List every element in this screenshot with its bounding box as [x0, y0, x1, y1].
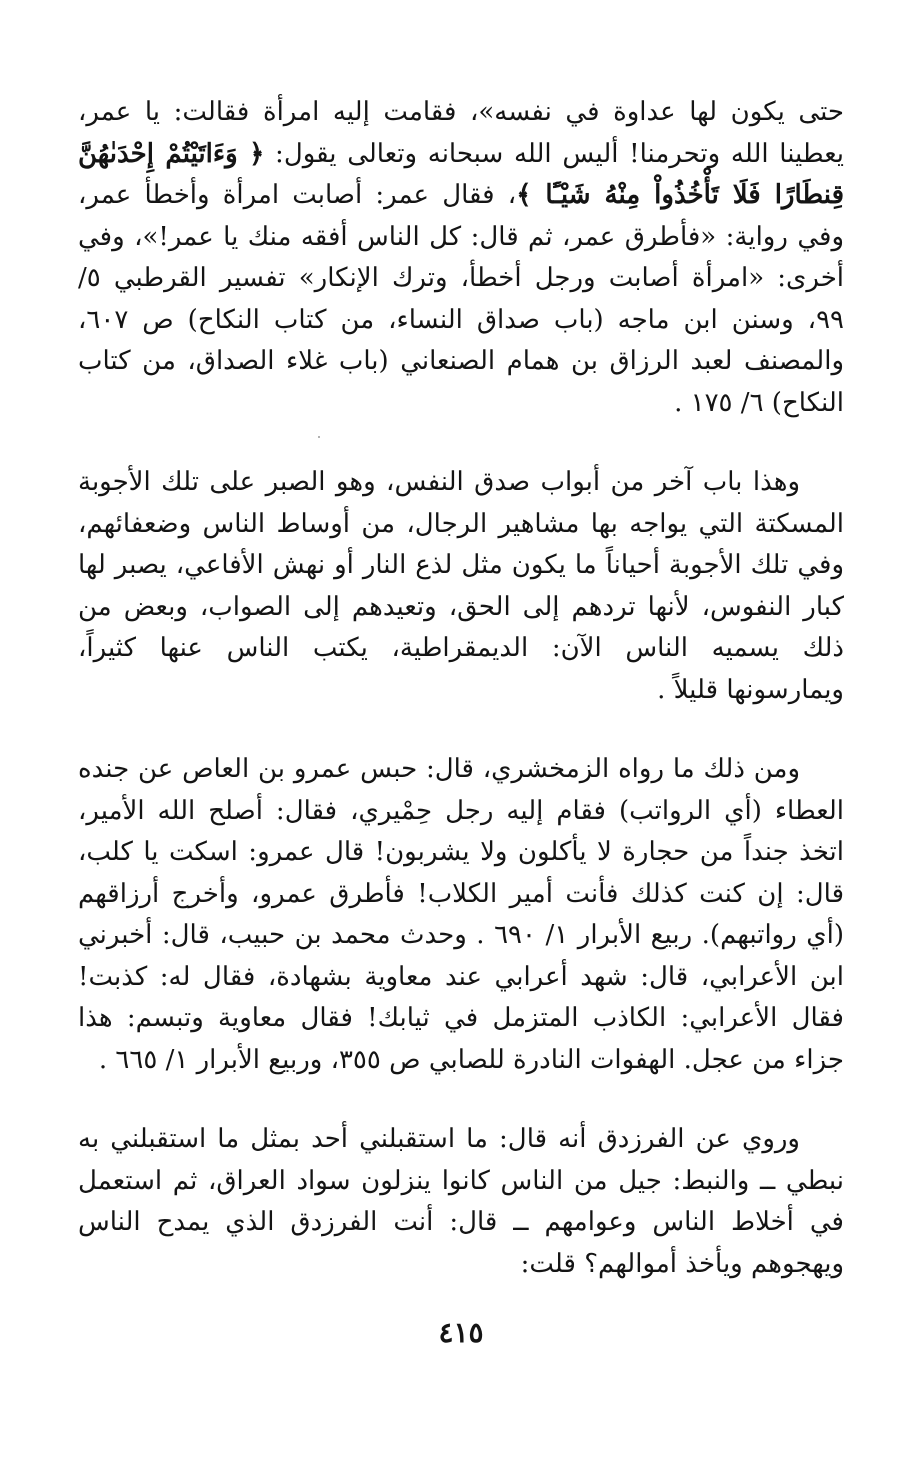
paragraph-2: [78, 462, 844, 711]
paragraph-1: [78, 92, 844, 424]
paragraph-1-text-b: ، فقال عمر: أصابت امرأة وأخطأ عمر، وفي رواية: «فأطرق عمر، ثم قال: كل الناس أفقه منك يا عمر!»، وفي أخرى: «امرأة أصابت ورجل أخطأ، وترك الإنكار» تفسير القرطبي ٥/ ٩٩، وسنن ابن ماجه (باب صداق النساء، من كتاب النكاح) ص ٦٠٧، والمصنف لعبد الرزاق بن همام الصنعاني (باب غلاء الصداق، من كتاب النكاح) ٦/ ١٧٥ .: [78, 180, 844, 418]
scan-speck: [318, 436, 320, 438]
page-body: [78, 92, 844, 1285]
paragraph-1-text-a: حتى يكون لها عداوة في نفسه»، فقامت إليه امرأة فقالت: يا عمر، يعطينا الله وتحرمنا! أليس الله سبحانه وتعالى يقول:: [78, 97, 844, 169]
page-number: ٤١٥: [438, 1316, 484, 1349]
quran-verse: ﴿ وَءَاتَيْتُمْ إِحْدَىٰهُنَّ قِنطَارًا فَلَا تَأْخُذُواْ مِنْهُ شَيْـًٔا ﴾: [78, 138, 844, 210]
paragraph-3: [78, 749, 844, 1081]
paragraph-3-text: ومن ذلك ما رواه الزمخشري، قال: حبس عمرو بن العاص عن جنده العطاء (أي الرواتب) فقام إليه رجل حِمْيري، فقال: أصلح الله الأمير، اتخذ جنداً من حجارة لا يأكلون ولا يشربون! قال عمرو: اسكت يا كلب، قال: إن كنت كذلك فأنت أمير الكلاب! فأطرق عمرو، وأخرج أرزاقهم (أي رواتبهم). ربيع الأبرار ١/ ٦٩٠ . وحدث محمد بن حبيب، قال: أخبرني ابن الأعرابي، قال: شهد أعرابي عند معاوية بشهادة، فقال له: كذبت! فقال الأعرابي: الكاذب المتزمل في ثيابك! فقال معاوية وتبسم: هذا جزاء من عجل. الهفوات النادرة للصابي ص ٣٥٥، وربيع الأبرار ١/ ٦٦٥ .: [78, 754, 845, 1075]
paragraph-4: [78, 1119, 844, 1285]
paragraph-2-text: وهذا باب آخر من أبواب صدق النفس، وهو الصبر على تلك الأجوبة المسكتة التي يواجه بها مشاهير الرجال، من أوساط الناس وضعفائهم، وفي تلك الأجوبة أحياناً ما يكون مثل لذع النار أو نهش الأفاعي، يصبر لها كبار النفوس، لأنها تردهم إلى الحق، وتعيدهم إلى الصواب، وبعض من ذلك يسميه الناس الآن: الديمقراطية، يكتب الناس عنها كثيراً، ويمارسونها قليلاً .: [78, 467, 844, 705]
paragraph-4-text: وروي عن الفرزدق أنه قال: ما استقبلني أحد بمثل ما استقبلني به نبطي ــ والنبط: جيل من الناس كانوا ينزلون سواد العراق، ثم استعمل في أخلاط الناس وعوامهم ــ قال: أنت الفرزدق الذي يمدح الناس ويهجوهم ويأخذ أموالهم؟ قلت:: [78, 1124, 844, 1279]
